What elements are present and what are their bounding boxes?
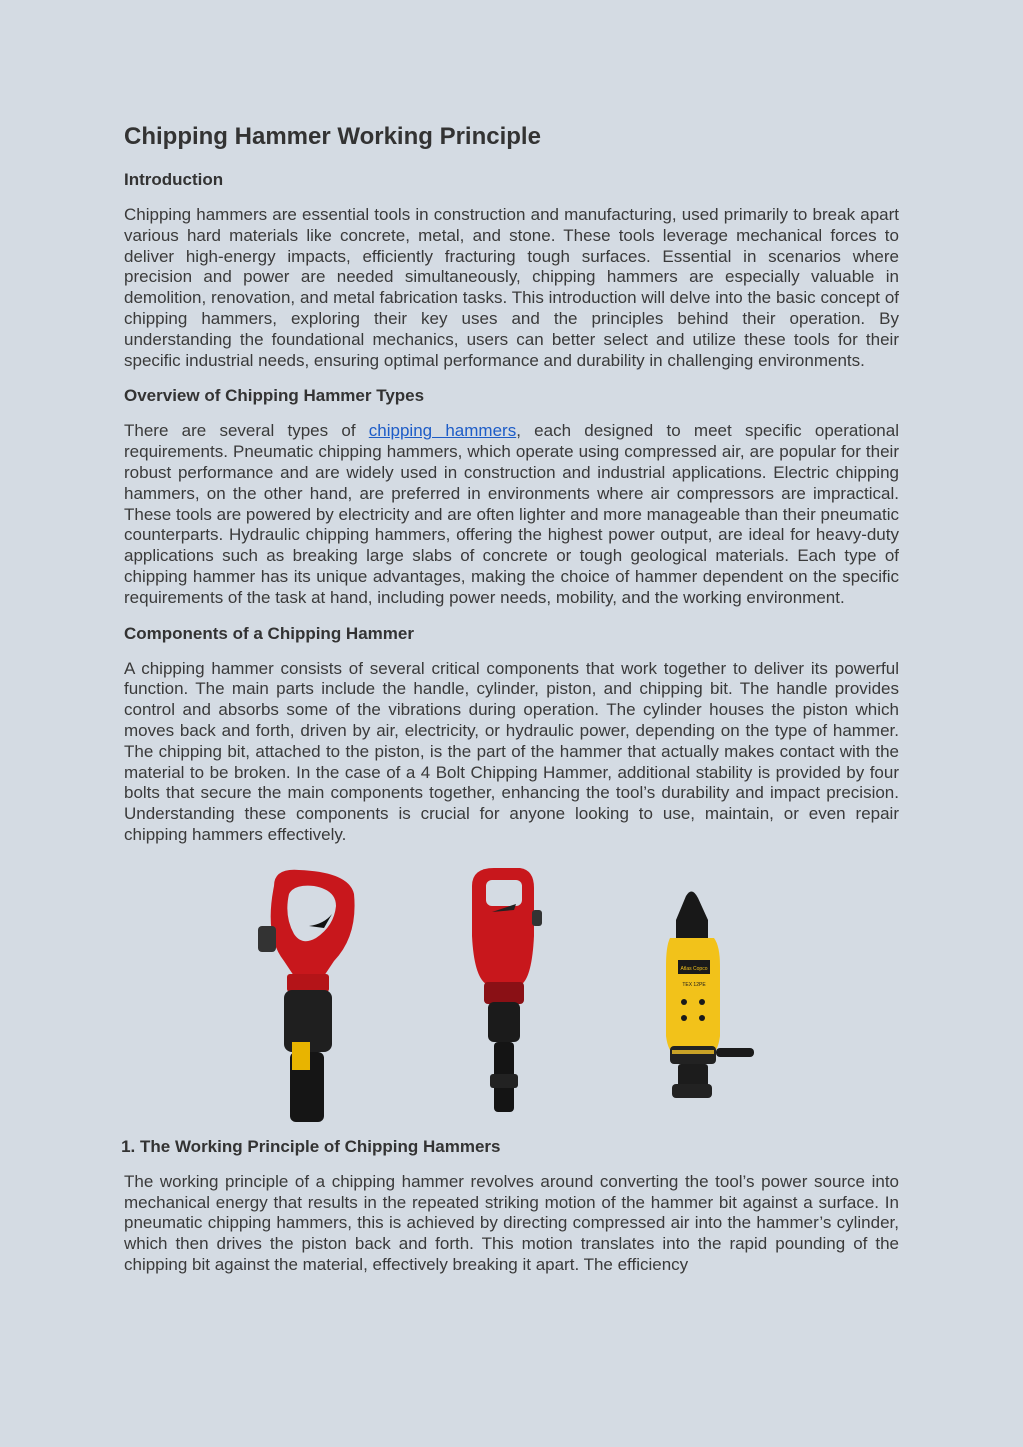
red-d-handle-hammer-image (254, 866, 364, 1128)
yellow-electric-hammer-image (664, 886, 764, 1108)
brand-label: Atlas Copco (680, 965, 708, 972)
document-page (124, 122, 899, 1290)
intro-paragraph: Chipping hammers are essential tools in construction and manufacturing, used primarily to break apart various hard materials like concrete, metal, and stone. These tools leverage mechanical forces to deliver high-energy impacts, efficiently fracturing tough surfaces. Essential in scenarios where precision and power are needed simultaneously, chipping hammers are especially valuable in demolition, renovation, and metal fabrication tasks. This introduction will delve into the basic concept of chipping hammers, exploring their key uses and the principles behind their operation. By understanding the foundational mechanics, users can better select and utilize these tools for their specific industrial needs, ensuring optimal performance and durability in challenging environments. (124, 205, 899, 370)
types-text-after: , each designed to meet specific operational requirements. Pneumatic chipping hammers, which operate using compressed air, are popular for their robust performance and are widely used in construction and industrial applications. Electric chipping hammers, on the other hand, are preferred in environments where air compressors are impractical. These tools are powered by electricity and are often lighter and more manageable than their pneumatic counterparts. Hydraulic chipping hammers, offering the highest power output, are ideal for heavy-duty applications such as breaking large slabs of concrete or tough geological materials. Each type of chipping hammer has its unique advantages, making the choice of hammer dependent on the specific requirements of the task at hand, including power needs, mobility, and the working environment. (124, 421, 899, 607)
principle-heading: 1. The Working Principle of Chipping Hammers (140, 1136, 899, 1158)
components-paragraph: A chipping hammer consists of several critical components that work together to deliver its powerful function. The main parts include the handle, cylinder, piston, and chipping bit. The handle provides control and absorbs some of the vibrations during operation. The cylinder houses the piston which moves back and forth, driven by air, electricity, or hydraulic power, depending on the type of hammer. The chipping bit, attached to the piston, is the part of the hammer that actually makes contact with the material to be broken. In the case of a 4 Bolt Chipping Hammer, additional stability is provided by four bolts that secure the main components together, enhancing the tool’s durability and impact precision. Understanding these components is crucial for anyone looking to use, maintain, or even repair chipping hammers effectively. (124, 658, 899, 844)
page-title: Chipping Hammer Working Principle (124, 123, 541, 150)
types-heading: Overview of Chipping Hammer Types (124, 386, 425, 406)
types-paragraph (124, 421, 899, 608)
model-label: TEX 12PE (682, 981, 706, 988)
principle-paragraph: The working principle of a chipping hammer revolves around converting the tool’s power source into mechanical energy that results in the repeated striking motion of the hammer bit against a surface. In pneumatic chipping hammers, this is achieved by directing compressed air into the hammer’s cylinder, which then drives the piston back and forth. This motion translates into the rapid pounding of the chipping bit against the material, effectively breaking it apart. The efficiency (124, 1171, 899, 1274)
types-text-before: There are several types of (124, 421, 369, 441)
components-heading: Components of a Chipping Hammer (124, 623, 414, 643)
intro-heading: Introduction (124, 170, 224, 189)
hammer-image-figure (124, 860, 899, 1130)
chipping-hammers-link[interactable]: chipping hammers (368, 421, 517, 441)
red-straight-handle-hammer-image (462, 866, 552, 1128)
